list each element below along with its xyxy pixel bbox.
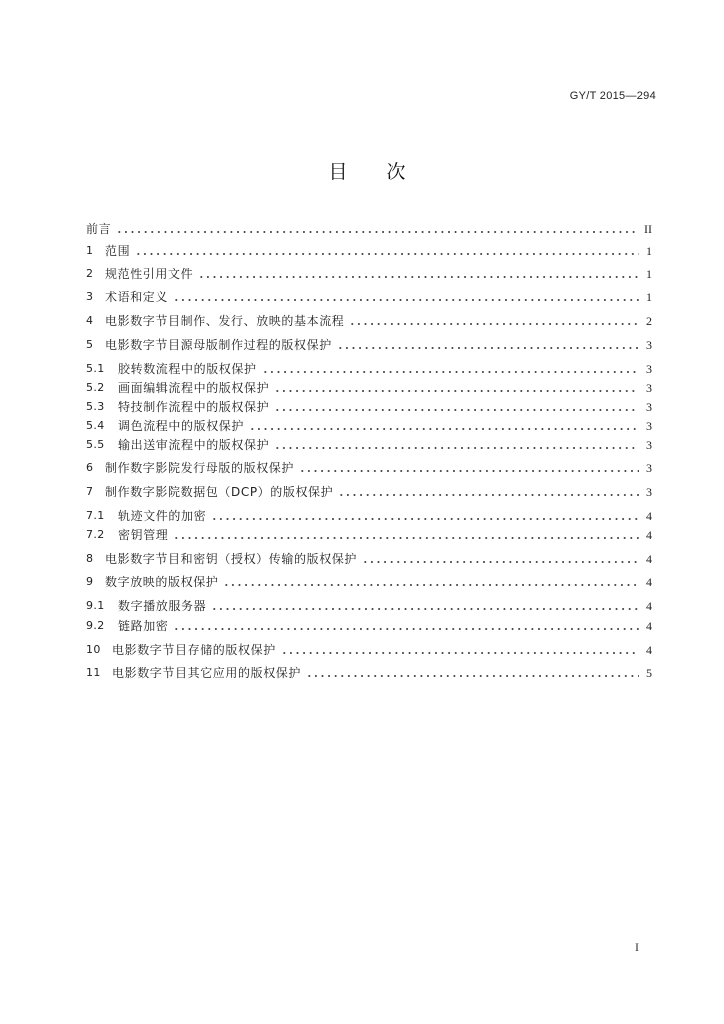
toc-entry-page: 4 [646,509,652,523]
toc-leader [249,419,639,433]
toc-entry-number: 7 [86,485,94,498]
toc-entry [86,419,652,433]
toc-leader [306,666,639,680]
toc-entry-title: 电影数字节目和密钥（授权）传输的版权保护 [105,552,358,566]
toc-entry [86,552,652,566]
toc-entry-number: 8 [86,552,94,565]
toc-leader [274,381,639,395]
toc-leader [338,485,639,499]
toc-entry-title: 数字放映的版权保护 [105,575,219,589]
toc-entry [86,438,652,452]
toc-entry [86,485,652,499]
toc-entry-title: 链路加密 [118,619,169,633]
toc-entry-title: 电影数字节目存储的版权保护 [112,643,276,657]
toc-entry [86,643,652,657]
toc-entry-page: 4 [646,552,652,566]
toc-entry-number: 5.4 [86,419,105,432]
toc-leader [337,338,639,352]
toc-entry-title: 数字播放服务器 [118,599,207,613]
toc-entry [86,244,652,258]
toc-entry-page: 4 [646,643,652,657]
toc-entry-title: 术语和定义 [105,290,169,304]
toc-leader [198,267,639,281]
toc-entry-page: 3 [646,419,652,433]
toc-leader [173,528,639,542]
toc-entry-title: 电影数字节目源母版制作过程的版权保护 [105,338,332,352]
footer-page-number: I [635,940,639,954]
toc-entry-page: 1 [646,244,652,258]
toc-leader [349,314,639,328]
toc-entry-number: 7.1 [86,509,105,522]
toc-leader [281,643,639,657]
toc-entry-number: 5.1 [86,362,105,375]
toc-entry-title: 电影数字节目制作、发行、放映的基本流程 [105,314,345,328]
toc-entry-title: 密钥管理 [118,528,169,542]
toc-leader [223,575,639,589]
toc-entry-page: 3 [646,438,652,452]
toc-entry [86,666,652,680]
toc-entry-number: 3 [86,290,94,303]
toc-entry [86,290,652,304]
toc-entry [86,528,652,542]
toc-entry-title: 特技制作流程中的版权保护 [118,400,270,414]
toc-entry-number: 9.1 [86,599,105,612]
toc-entry [86,362,652,376]
toc-entry-number: 7.2 [86,528,105,541]
toc-entry-number: 6 [86,461,94,474]
toc-entry-title: 前言 [86,222,112,236]
toc-entry-page: 3 [646,400,652,414]
toc-entry [86,400,652,414]
toc-entry [86,599,652,613]
toc-leader [274,438,639,452]
toc-entry-title: 轨迹文件的加密 [118,509,207,523]
toc-entry-title: 电影数字节目其它应用的版权保护 [112,666,302,680]
toc-entry-number: 11 [86,666,101,679]
toc-entry [86,267,652,281]
toc-leader [274,400,639,414]
toc-entry-number: 9 [86,575,94,588]
toc-entry-page: 1 [646,267,652,281]
toc-entry-page: 4 [646,599,652,613]
toc-entry-page: 2 [646,314,652,328]
toc-leader [211,509,639,523]
toc-leader [173,619,639,633]
toc-leader [262,362,639,376]
toc-entry [86,222,652,236]
toc-entry-title: 调色流程中的版权保护 [118,419,245,433]
toc-entry-page: 4 [646,528,652,542]
toc-leader [299,461,639,475]
toc-entry-number: 10 [86,643,101,656]
toc-leader [173,290,639,304]
toc-entry [86,338,652,352]
toc-entry-title: 画面编辑流程中的版权保护 [118,381,270,395]
toc-entry-page: 3 [646,461,652,475]
toc-entry-page: II [644,222,652,236]
toc-entry [86,509,652,523]
toc-entry-title: 胶转数流程中的版权保护 [118,362,257,376]
toc-entry-number: 2 [86,267,94,280]
toc-entry-title: 规范性引用文件 [105,267,194,281]
toc-entry-title: 制作数字影院数据包（DCP）的版权保护 [105,485,334,499]
toc-entry-number: 5 [86,338,94,351]
toc-entry-page: 3 [646,381,652,395]
toc-entry-number: 5.2 [86,381,105,394]
toc-entry-title: 输出送审流程中的版权保护 [118,438,270,452]
toc-entry-number: 5.5 [86,438,105,451]
toc-entry [86,461,652,475]
toc-entry-number: 4 [86,314,94,327]
toc-entry [86,314,652,328]
toc-leader [211,599,639,613]
toc-entry-page: 3 [646,362,652,376]
toc-leader [135,244,639,258]
toc-leader [116,222,637,236]
toc-entry-page: 3 [646,485,652,499]
toc-entry-page: 1 [646,290,652,304]
toc-entry [86,381,652,395]
toc-entry-page: 3 [646,338,652,352]
toc-entry-page: 4 [646,575,652,589]
toc-entry-title: 制作数字影院发行母版的版权保护 [105,461,295,475]
toc-entry-number: 1 [86,244,94,257]
toc-entry-number: 9.2 [86,619,105,632]
toc-entry-page: 4 [646,619,652,633]
toc-entry [86,575,652,589]
toc-leader [362,552,639,566]
toc-entry-page: 5 [646,666,652,680]
toc-entry [86,619,652,633]
page-title: 目 次 [328,161,416,183]
toc-entry-title: 范围 [105,244,131,258]
toc-entry-number: 5.3 [86,400,105,413]
document-code: GY/T 2015—294 [569,90,656,102]
